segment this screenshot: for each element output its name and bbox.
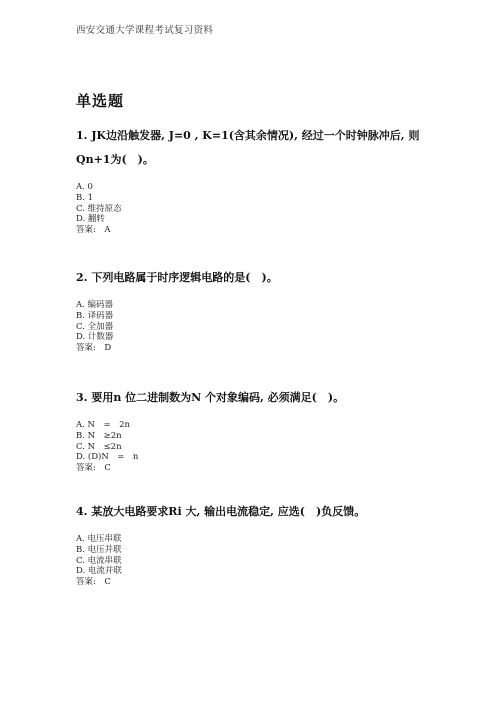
section-title: 单选题 bbox=[76, 92, 125, 110]
question-stem: 3. 要用n 位二进制数为N 个对象编码, 必须满足( )。 bbox=[76, 391, 345, 404]
option-b: B. 1 bbox=[76, 192, 94, 203]
question-2 bbox=[76, 266, 436, 354]
answer: 答案: D bbox=[76, 343, 112, 354]
option-list bbox=[76, 420, 436, 463]
option-b: B. 译码器 bbox=[76, 310, 114, 321]
option-list bbox=[76, 182, 436, 225]
answer: 答案: C bbox=[76, 463, 111, 474]
question-1 bbox=[76, 124, 436, 236]
option-b: B. 电压并联 bbox=[76, 544, 122, 555]
question-3 bbox=[76, 386, 436, 474]
option-d: D. (D)N = n bbox=[76, 452, 139, 463]
option-a: A. N = 2n bbox=[76, 420, 130, 430]
option-c: C. 全加器 bbox=[76, 321, 114, 332]
question-stem: 2. 下列电路属于时序逻辑电路的是( )。 bbox=[76, 271, 278, 284]
question-stem: 1. JK边沿触发器, J=0 , K=1(含其余情况), 经过一个时钟脉冲后, 则Qn+1为( )。 bbox=[76, 129, 420, 166]
option-list bbox=[76, 300, 436, 343]
option-d: D. 电流并联 bbox=[76, 566, 122, 577]
answer: 答案: C bbox=[76, 577, 111, 588]
page-header: 西安交通大学课程考试复习资料 bbox=[76, 25, 214, 36]
question-4 bbox=[76, 500, 436, 588]
option-list bbox=[76, 534, 436, 577]
option-a: A. 编码器 bbox=[76, 300, 114, 310]
option-c: C. 电流串联 bbox=[76, 555, 122, 566]
option-d: D. 翻转 bbox=[76, 214, 105, 225]
answer: 答案: A bbox=[76, 225, 111, 236]
option-a: A. 0 bbox=[76, 182, 93, 192]
option-d: D. 计数器 bbox=[76, 332, 114, 343]
option-b: B. N ≥2n bbox=[76, 430, 122, 441]
option-a: A. 电压串联 bbox=[76, 534, 122, 544]
option-c: C. 维持原态 bbox=[76, 203, 122, 214]
option-c: C. N ≤2n bbox=[76, 441, 122, 452]
question-stem: 4. 某放大电路要求Ri 大, 输出电流稳定, 应选( )负反馈。 bbox=[76, 505, 366, 518]
